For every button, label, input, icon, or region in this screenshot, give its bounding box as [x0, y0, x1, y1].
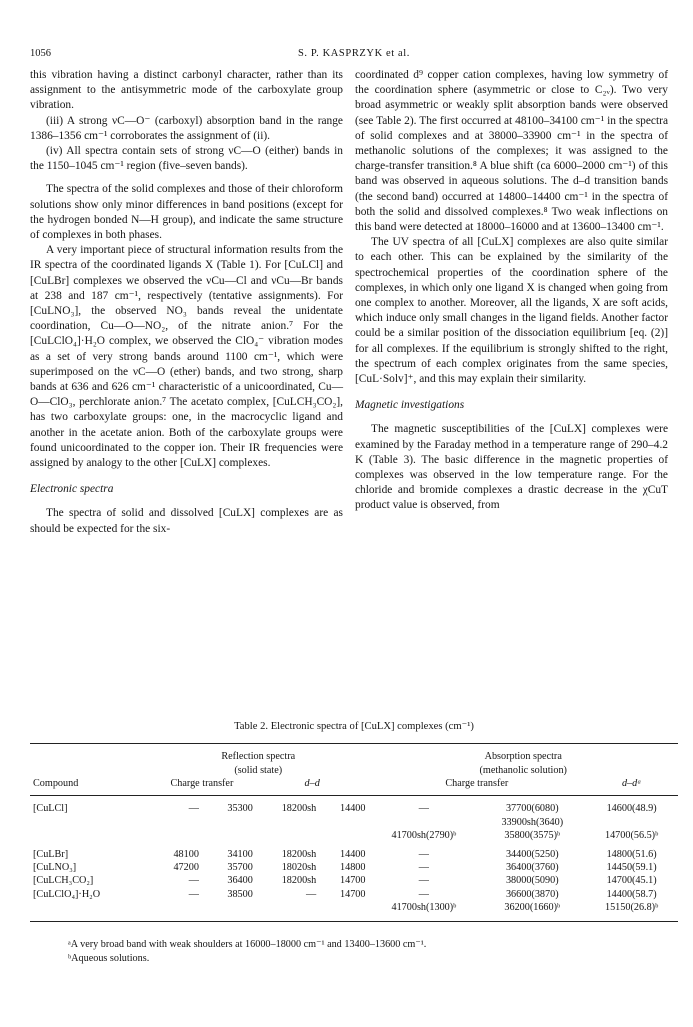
cell-reflection-charge-transfer-2 — [202, 829, 256, 842]
group-header-absorption: Absorption spectra — [484, 751, 562, 763]
table-body — [30, 796, 678, 921]
cell-reflection-d-d-1: — — [306, 888, 317, 900]
footnote-a: ᵃA very broad band with weak shoulders at 16000–18000 cm⁻¹ and 13400–13600 cm⁻¹. — [68, 939, 427, 950]
cell-reflection-d-d-2: 14700 — [340, 875, 366, 887]
electronic-spectra-table — [30, 743, 678, 921]
cell-reflection-charge-transfer-2: 38500 — [227, 888, 253, 900]
table-row — [30, 843, 678, 861]
table-row — [30, 874, 678, 887]
page-number: 1056 — [30, 48, 51, 59]
cell-reflection-d-d-2: 14400 — [340, 803, 366, 815]
page-header — [30, 46, 678, 62]
cell-reflection-d-d-2: 14800 — [340, 862, 366, 874]
cell-reflection-charge-transfer-1: — — [188, 803, 199, 815]
cell-reflection-charge-transfer-1: 47200 — [173, 862, 199, 874]
cell-absorption-charge-transfer-1: 41700sh(2790)ᵇ — [391, 830, 457, 842]
cell-absorption-charge-transfer-2: 38000(5090) — [505, 875, 559, 887]
table-row — [30, 829, 678, 842]
cell-reflection-charge-transfer-2 — [202, 901, 256, 921]
cell-absorption-charge-transfer-1: — — [418, 803, 429, 815]
cell-reflection-charge-transfer-1: — — [188, 888, 199, 900]
footnote-b: ᵇAqueous solutions. — [68, 953, 150, 964]
cell-reflection-d-d-1: 18200sh — [281, 803, 317, 815]
cell-compound: [CuLCl] — [33, 803, 68, 815]
cell-absorption-d-d — [585, 816, 678, 829]
table-row — [30, 861, 678, 874]
cell-reflection-charge-transfer-2: 34100 — [227, 848, 253, 860]
cell-absorption-d-d: 14400(58.7) — [606, 888, 657, 900]
paragraph: (iv) All spectra contain sets of strong νC—O (either) bands in the 1150–1045 cm⁻¹ region (five–seven bands). — [30, 145, 343, 173]
left-column — [30, 68, 343, 537]
paragraph: (iii) A strong νC—O⁻ (carboxyl) absorption band in the range 1386–1356 cm⁻¹ corroborates the assignment of (ii). — [30, 114, 343, 142]
right-column — [355, 68, 668, 514]
section-heading-magnetic-investigations: Magnetic investigations — [355, 399, 465, 412]
cell-compound: [CuLCH₃CO₂] — [33, 875, 94, 887]
cell-reflection-charge-transfer-1 — [148, 901, 202, 921]
cell-reflection-charge-transfer-1 — [148, 816, 202, 829]
paragraph: coordinated d⁹ copper cation complexes, having low symmetry of the coordination sphere (asymmetric or close to C₂ᵥ). Two very broad asymmetric or weakly split absorption bands were observed (see Table 2). The first occurred at 48100–34100 cm⁻¹ in the spectra of solid complexes and at 38000–33900 cm⁻¹ in the spectra of methanolic solutions of the complexes; it was assigned to the charge-transfer transition.⁸ A blue shift (ca 6000–2000 cm⁻¹) of this band was observed in aqueous solutions. The d–d transition bands (the second band) occurred at 14800–14400 cm⁻¹ in the spectra of both the solid and dissolved complexes.⁸ Two weak inflections on this band were detected at 18000–16000 and at 13600–13400 cm⁻¹. — [355, 69, 668, 234]
column-header-d-d: d–dᵃ — [621, 778, 642, 790]
group-header-reflection: Reflection spectra — [221, 751, 296, 763]
paragraph: The spectra of the solid complexes and those of their chloroform solutions show only minor differences in band positions (except for the hydrogen bonded N—H group), and indicate the same structure of complexes in both phases. — [30, 183, 343, 242]
paragraph: this vibration having a distinct carbonyl character, rather than its assignment to the antisymmetric mode of the carboxylate group vibration. — [30, 69, 343, 112]
cell-absorption-charge-transfer-2: 34400(5250) — [505, 848, 559, 860]
cell-reflection-charge-transfer-2 — [202, 816, 256, 829]
paragraph: The spectra of solid and dissolved [CuLX] complexes are as should be expected for the six- — [30, 507, 343, 535]
column-header-charge-transfer: Charge transfer — [445, 778, 509, 790]
table-row — [30, 901, 678, 921]
cell-reflection-charge-transfer-2: 36400 — [227, 875, 253, 887]
group-subheader-reflection: (solid state) — [234, 764, 283, 776]
cell-absorption-charge-transfer-1 — [368, 816, 479, 829]
table-row — [30, 796, 678, 816]
cell-absorption-charge-transfer-2: 36200(1660)ᵇ — [504, 902, 561, 914]
column-header-charge-transfer: Charge transfer — [170, 778, 234, 790]
table-footnotes — [68, 938, 668, 966]
cell-absorption-charge-transfer-2: 36600(3870) — [505, 888, 559, 900]
cell-reflection-d-d-1: 18200sh — [281, 875, 317, 887]
cell-compound: [CuLClO₄]·H₂O — [33, 888, 101, 900]
cell-reflection-d-d-1: 18020sh — [281, 862, 317, 874]
cell-absorption-d-d: 14600(48.9) — [606, 803, 657, 815]
cell-reflection-d-d-1 — [256, 829, 319, 842]
cell-absorption-d-d: 14450(59.1) — [606, 862, 657, 874]
cell-reflection-d-d-2 — [319, 901, 368, 921]
running-head-authors: S. P. KASPRZYK et al. — [297, 48, 411, 59]
cell-absorption-d-d: 14700(45.1) — [606, 875, 657, 887]
table-row — [30, 816, 678, 829]
cell-reflection-charge-transfer-2: 35700 — [227, 862, 253, 874]
cell-compound — [30, 816, 148, 829]
cell-absorption-charge-transfer-1: — — [418, 848, 429, 860]
cell-reflection-d-d-2 — [319, 816, 368, 829]
cell-absorption-charge-transfer-1: — — [418, 888, 429, 900]
cell-reflection-d-d-2: 14400 — [340, 848, 366, 860]
cell-compound — [30, 829, 148, 842]
cell-absorption-charge-transfer-2: 37700(6080) — [505, 803, 559, 815]
table-2 — [30, 719, 678, 922]
paragraph: A very important piece of structural information results from the IR spectra of the coordinated ligands X (Table 1). For [CuLCl] and [CuLBr] complexes we observed the νCu—Cl and νCu—Br bands at 238 and 187 cm⁻¹, respectively (tentative assignments). For [CuLNO₃], the observed NO₃ bands reveal the unidentate coordination, Cu—O—NO₂, of the nitrate anion.⁷ For the [CuLClO₄]·H₂O complex, we observed the ClO₄⁻ vibration modes as a set of very strong bands around 1100 cm⁻¹, which were superimposed on the νC—O (ether) bands, and two strong, sharp bands at 636 and 626 cm⁻¹ characteristic of a unicoordinated, Cu—O—ClO₃, perchlorate anion.⁷ The acetato complex, [CuLCH₃CO₂], has two carboxylate groups: one, in the macrocyclic ligand and another in the acetate anion. Both of the carboxylate groups were found unicoordinated to the copper ion. Their IR frequencies were assigned by analogy to the other [CuLX] complexes. — [30, 244, 343, 470]
cell-reflection-charge-transfer-1: 48100 — [173, 848, 199, 860]
cell-absorption-d-d: 14800(51.6) — [606, 848, 657, 860]
group-subheader-absorption: (methanolic solution) — [479, 764, 567, 776]
cell-reflection-charge-transfer-2: 35300 — [227, 803, 253, 815]
cell-reflection-d-d-2 — [319, 829, 368, 842]
cell-reflection-d-d-1: 18200sh — [281, 848, 317, 860]
cell-compound: [CuLBr] — [33, 848, 69, 860]
column-header-d-d: d–d — [304, 778, 320, 790]
cell-absorption-charge-transfer-2: 36400(3760) — [505, 862, 559, 874]
section-heading-electronic-spectra: Electronic spectra — [30, 483, 114, 496]
cell-reflection-charge-transfer-1 — [148, 829, 202, 842]
cell-compound — [30, 901, 148, 921]
cell-absorption-d-d: 15150(26.8)ᵇ — [604, 902, 659, 914]
paragraph: The UV spectra of all [CuLX] complexes are also quite similar to each other. This can be explained by the similarity of the spectrochemical properties of the coordination sphere of the complexes, in which only one ligand X is changed when going from one complex to another. Moreover, all the ligands, X are soft acids, which induce only small changes in the ligand fields. Another factor could be a similar position of the dissociation equilibrium [eq. (2)] for all complexes. If the equilibrium is strongly shifted to the right, the spectrum of each complex originates from the same species, [CuL·Solv]⁺, and this may explain their similarity. — [355, 236, 668, 386]
cell-reflection-charge-transfer-1: — — [188, 875, 199, 887]
table-caption: Table 2. Electronic spectra of [CuLX] complexes (cm⁻¹) — [234, 721, 474, 732]
cell-reflection-d-d-1 — [256, 901, 319, 921]
cell-absorption-charge-transfer-2: 35800(3575)ᵇ — [504, 830, 561, 842]
cell-reflection-d-d-1 — [256, 816, 319, 829]
column-header-compound: Compound — [33, 778, 79, 790]
cell-absorption-charge-transfer-1: — — [418, 875, 429, 887]
cell-absorption-charge-transfer-2: 33900sh(3640) — [501, 816, 564, 828]
cell-compound: [CuLNO₃] — [33, 862, 77, 874]
table-row — [30, 888, 678, 901]
paragraph: The magnetic susceptibilities of the [CuLX] complexes were examined by the Faraday method in a temperature range of 290–4.2 K (Table 3). The basic difference in the magnetic properties of complexes was observed in the low temperature range. For the chloride and bromide complexes a drastic decrease in the χCuT product value is observed, from — [355, 423, 668, 512]
cell-absorption-charge-transfer-1: 41700sh(1300)ᵇ — [391, 902, 457, 914]
cell-absorption-charge-transfer-1: — — [418, 862, 429, 874]
cell-absorption-d-d: 14700(56.5)ᵇ — [604, 830, 659, 842]
cell-reflection-d-d-2: 14700 — [340, 888, 366, 900]
